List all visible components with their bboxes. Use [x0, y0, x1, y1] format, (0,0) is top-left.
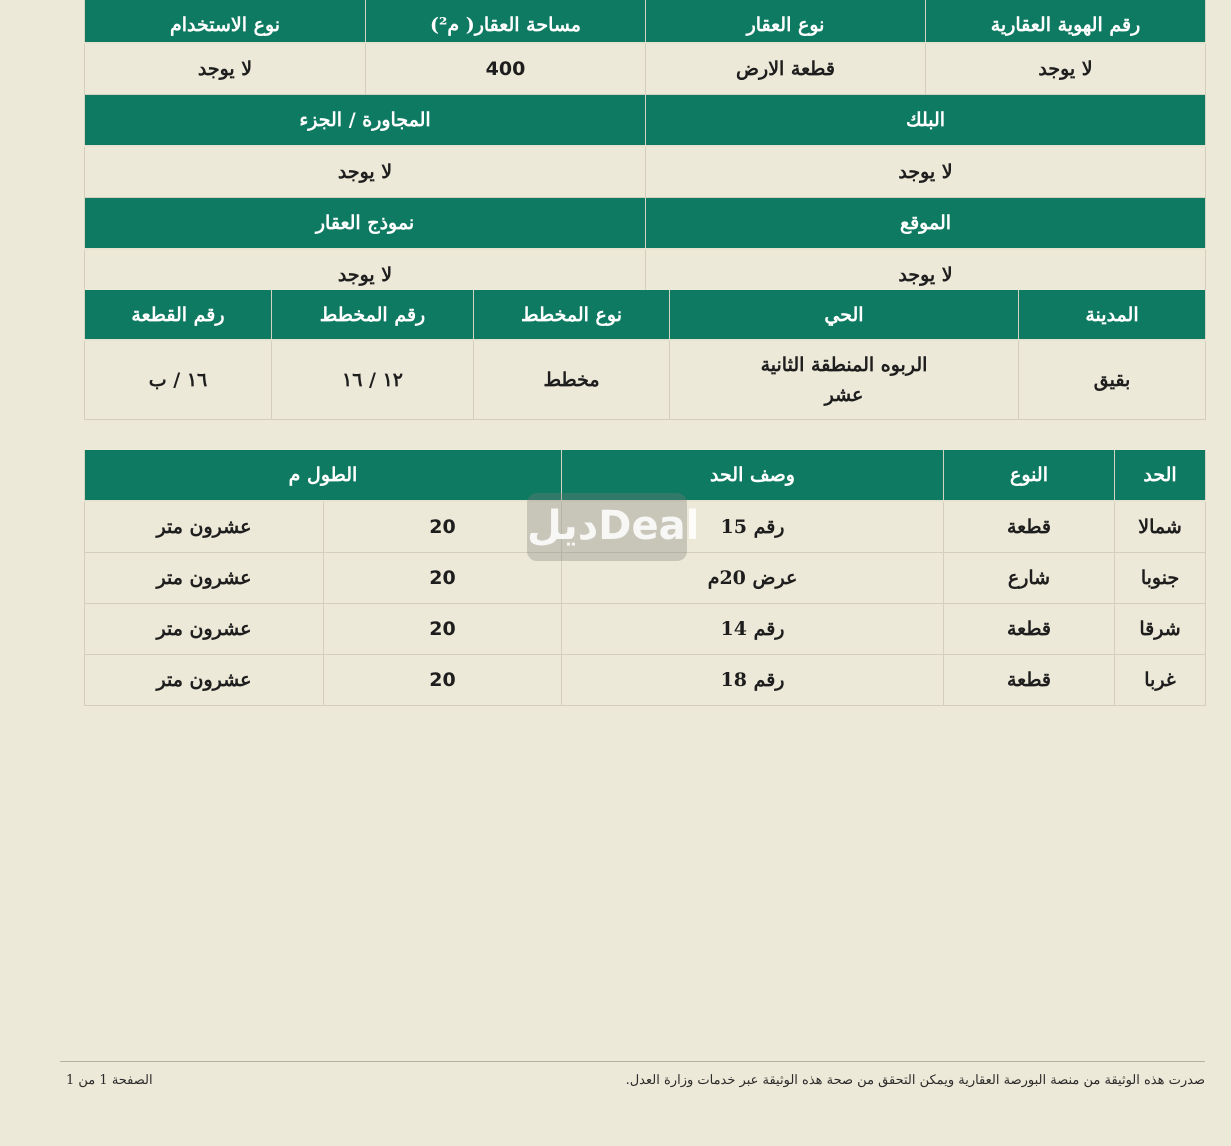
header-block: البلك — [646, 95, 1206, 147]
boundary-length-words: عشرون متر — [85, 501, 324, 553]
value-location: لا يوجد — [646, 249, 1206, 301]
boundary-type: شارع — [944, 553, 1115, 604]
header-boundary-desc: وصف الحد — [562, 450, 944, 501]
header-district: الحي — [670, 290, 1019, 340]
boundary-type: قطعة — [944, 655, 1115, 706]
boundary-type: قطعة — [944, 501, 1115, 553]
boundary-length: 20 — [324, 655, 562, 706]
value-district — [670, 340, 1019, 420]
header-plan-number: رقم المخطط — [272, 290, 474, 340]
boundary-length-words: عشرون متر — [85, 655, 324, 706]
table-header-row — [85, 95, 1206, 147]
header-usage-type: نوع الاستخدام — [85, 0, 366, 43]
header-property-model: نموذج العقار — [85, 198, 646, 250]
header-plot-number: رقم القطعة — [85, 290, 272, 340]
boundaries-table — [84, 450, 1206, 706]
boundary-length: 20 — [324, 604, 562, 655]
table-row — [85, 340, 1206, 420]
header-neighborhood-part: المجاورة / الجزء — [85, 95, 646, 147]
value-block: لا يوجد — [646, 146, 1206, 198]
boundary-side: شرقا — [1115, 604, 1206, 655]
boundary-type: قطعة — [944, 604, 1115, 655]
header-plan-type: نوع المخطط — [474, 290, 670, 340]
header-property-id: رقم الهوية العقارية — [926, 0, 1206, 43]
table-row — [85, 655, 1206, 706]
footer-notice: صدرت هذه الوثيقة من منصة البورصة العقارية ويمكن التحقق من صحة هذه الوثيقة عبر خدمات وزارة العدل. — [625, 1073, 1205, 1088]
table-row — [85, 604, 1206, 655]
value-plan-type: مخطط — [474, 340, 670, 420]
header-property-area: مساحة العقار( م²) — [366, 0, 646, 43]
header-city: المدينة — [1019, 290, 1206, 340]
page-number: الصفحة 1 من 1 — [66, 1073, 153, 1088]
value-plan-number: ١٢ / ١٦ — [272, 340, 474, 420]
boundary-length: 20 — [324, 501, 562, 553]
boundary-desc: عرض 20م — [562, 553, 944, 604]
table-header-row — [85, 290, 1206, 340]
deal-watermark-logo: ديلDeal — [527, 493, 687, 561]
value-property-type: قطعة الارض — [646, 43, 926, 95]
value-plot-number: ١٦ / ب — [85, 340, 272, 420]
value-usage-type: لا يوجد — [85, 43, 366, 95]
header-length: الطول م — [85, 450, 562, 501]
boundary-length-words: عشرون متر — [85, 553, 324, 604]
boundary-desc: رقم 18 — [562, 655, 944, 706]
header-boundary-type: النوع — [944, 450, 1115, 501]
boundary-desc: رقم 15 — [562, 501, 944, 553]
boundary-length: 20 — [324, 553, 562, 604]
table-header-row — [85, 198, 1206, 250]
table-header-row — [85, 0, 1206, 43]
boundary-side: جنوبا — [1115, 553, 1206, 604]
value-property-model: لا يوجد — [85, 249, 646, 301]
header-location: الموقع — [646, 198, 1206, 250]
footer-divider — [60, 1061, 1205, 1062]
value-city: بقيق — [1019, 340, 1206, 420]
value-property-area: 400 — [366, 43, 646, 95]
district-text: الربوه المنطقة الثانية عشر — [760, 354, 928, 406]
boundary-length-words: عشرون متر — [85, 604, 324, 655]
table-row — [85, 146, 1206, 198]
property-info-table — [84, 0, 1206, 301]
boundary-desc: رقم 14 — [562, 604, 944, 655]
header-property-type: نوع العقار — [646, 0, 926, 43]
location-table — [84, 290, 1206, 420]
value-property-id: لا يوجد — [926, 43, 1206, 95]
boundary-side: غربا — [1115, 655, 1206, 706]
boundary-side: شمالا — [1115, 501, 1206, 553]
table-row — [85, 43, 1206, 95]
header-boundary: الحد — [1115, 450, 1206, 501]
value-neighborhood-part: لا يوجد — [85, 146, 646, 198]
